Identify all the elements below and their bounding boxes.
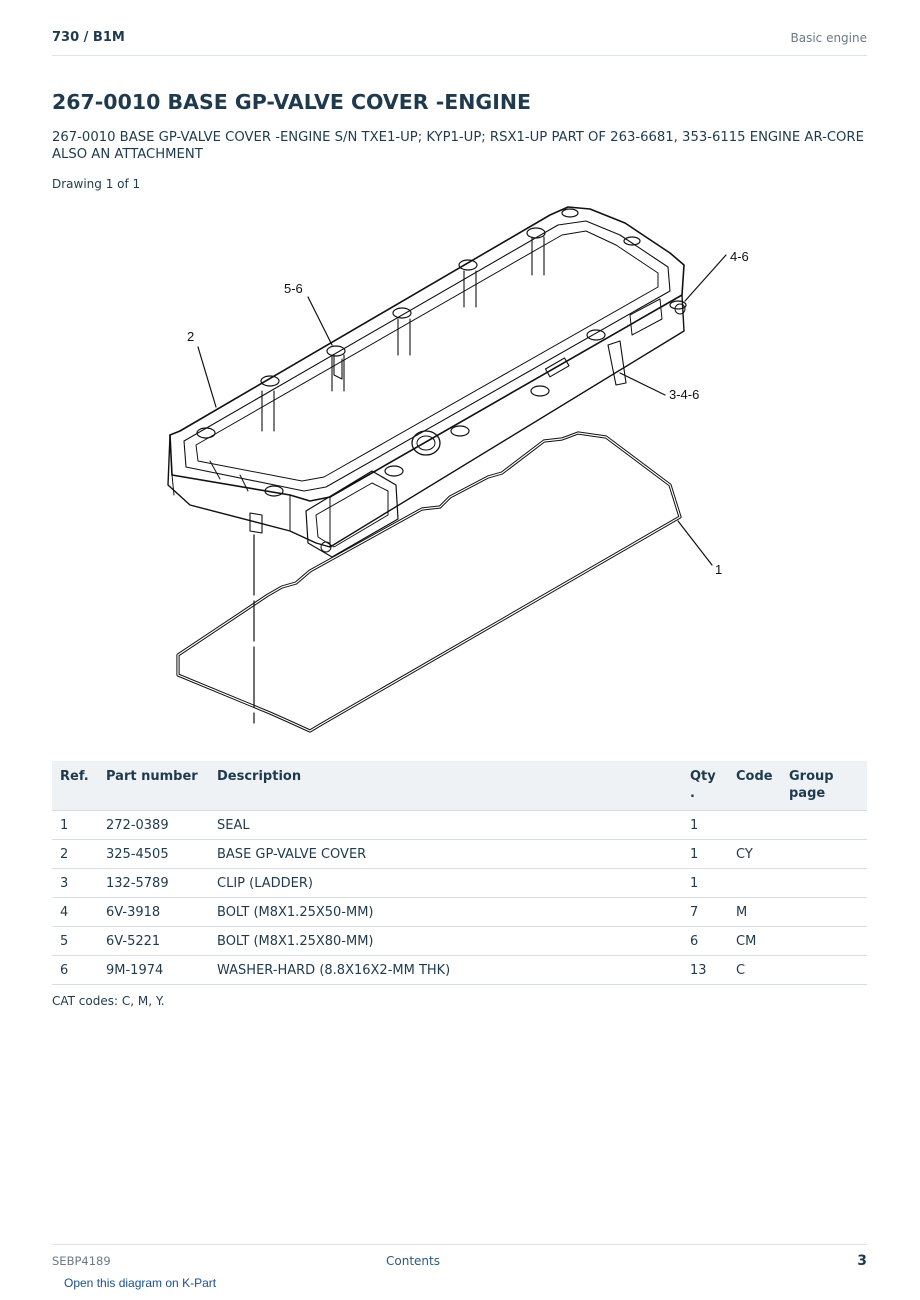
cell-code: C bbox=[728, 956, 781, 985]
cell-part-number: 325-4505 bbox=[98, 840, 209, 869]
cell-code bbox=[728, 869, 781, 898]
contents-link[interactable]: Contents bbox=[386, 1254, 440, 1268]
col-qty-line1: Qty bbox=[690, 769, 716, 784]
col-part-number: Part number bbox=[98, 761, 209, 811]
cell-qty: 1 bbox=[682, 840, 728, 869]
col-description: Description bbox=[209, 761, 682, 811]
table-row bbox=[52, 956, 867, 985]
cell-ref: 6 bbox=[52, 956, 98, 985]
cell-group-page bbox=[781, 898, 867, 927]
callout-label: 1 bbox=[715, 562, 723, 577]
cell-group-page bbox=[781, 927, 867, 956]
callout-label: 5-6 bbox=[284, 281, 303, 296]
cell-ref: 3 bbox=[52, 869, 98, 898]
cell-group-page bbox=[781, 811, 867, 840]
parts-table bbox=[52, 761, 867, 985]
document-number: SEBP4189 bbox=[52, 1254, 111, 1268]
table-row bbox=[52, 927, 867, 956]
cell-code: CM bbox=[728, 927, 781, 956]
cell-ref: 2 bbox=[52, 840, 98, 869]
cell-part-number: 6V-5221 bbox=[98, 927, 209, 956]
cell-ref: 4 bbox=[52, 898, 98, 927]
callout-label: 3-4-6 bbox=[669, 387, 700, 402]
cell-qty: 6 bbox=[682, 927, 728, 956]
cell-group-page bbox=[781, 869, 867, 898]
col-ref: Ref. bbox=[52, 761, 98, 811]
table-header-row bbox=[52, 761, 867, 811]
col-qty bbox=[682, 761, 728, 811]
callout-label: 2 bbox=[187, 329, 195, 344]
cover-flange bbox=[170, 207, 684, 501]
cell-part-number: 132-5789 bbox=[98, 869, 209, 898]
page-title: 267-0010 BASE GP-VALVE COVER -ENGINE bbox=[52, 90, 531, 114]
cell-description: BOLT (M8X1.25X80-MM) bbox=[209, 927, 682, 956]
table-row bbox=[52, 898, 867, 927]
cell-qty: 1 bbox=[682, 811, 728, 840]
page-header bbox=[52, 28, 867, 56]
col-qty-line2: . bbox=[690, 786, 695, 801]
table-row bbox=[52, 869, 867, 898]
cell-description: WASHER-HARD (8.8X16X2-MM THK) bbox=[209, 956, 682, 985]
drawing-label: Drawing 1 of 1 bbox=[52, 177, 141, 191]
cell-part-number: 6V-3918 bbox=[98, 898, 209, 927]
cell-code: CY bbox=[728, 840, 781, 869]
callout-label: 4-6 bbox=[730, 249, 749, 264]
col-code: Code bbox=[728, 761, 781, 811]
table-row bbox=[52, 811, 867, 840]
cell-qty: 7 bbox=[682, 898, 728, 927]
page-subtitle: 267-0010 BASE GP-VALVE COVER -ENGINE S/N TXE1-UP; KYP1-UP; RSX1-UP PART OF 263-6681, 353-6115 ENGINE AR-CORE ALSO AN ATTACHMENT bbox=[52, 130, 864, 162]
section-name: Basic engine bbox=[790, 31, 867, 45]
cell-description: CLIP (LADDER) bbox=[209, 869, 682, 898]
col-group-page bbox=[781, 761, 867, 811]
cell-group-page bbox=[781, 840, 867, 869]
cell-qty: 13 bbox=[682, 956, 728, 985]
kpart-link[interactable]: Open this diagram on K-Part bbox=[64, 1276, 217, 1290]
table-row bbox=[52, 840, 867, 869]
cell-ref: 1 bbox=[52, 811, 98, 840]
cell-qty: 1 bbox=[682, 869, 728, 898]
cell-description: BOLT (M8X1.25X50-MM) bbox=[209, 898, 682, 927]
cell-part-number: 9M-1974 bbox=[98, 956, 209, 985]
col-group-line2: page bbox=[789, 786, 826, 801]
cell-part-number: 272-0389 bbox=[98, 811, 209, 840]
cell-code bbox=[728, 811, 781, 840]
cell-description: SEAL bbox=[209, 811, 682, 840]
page-number: 3 bbox=[857, 1253, 867, 1269]
cell-description: BASE GP-VALVE COVER bbox=[209, 840, 682, 869]
cat-codes-note: CAT codes: C, M, Y. bbox=[52, 994, 165, 1008]
cell-code: M bbox=[728, 898, 781, 927]
model-breadcrumb: 730 / B1M bbox=[52, 30, 125, 45]
page-footer bbox=[52, 1244, 867, 1274]
valve-cover-diagram bbox=[150, 195, 770, 745]
seal-outline bbox=[178, 433, 680, 731]
cell-ref: 5 bbox=[52, 927, 98, 956]
cell-group-page bbox=[781, 956, 867, 985]
col-group-line1: Group bbox=[789, 769, 834, 784]
